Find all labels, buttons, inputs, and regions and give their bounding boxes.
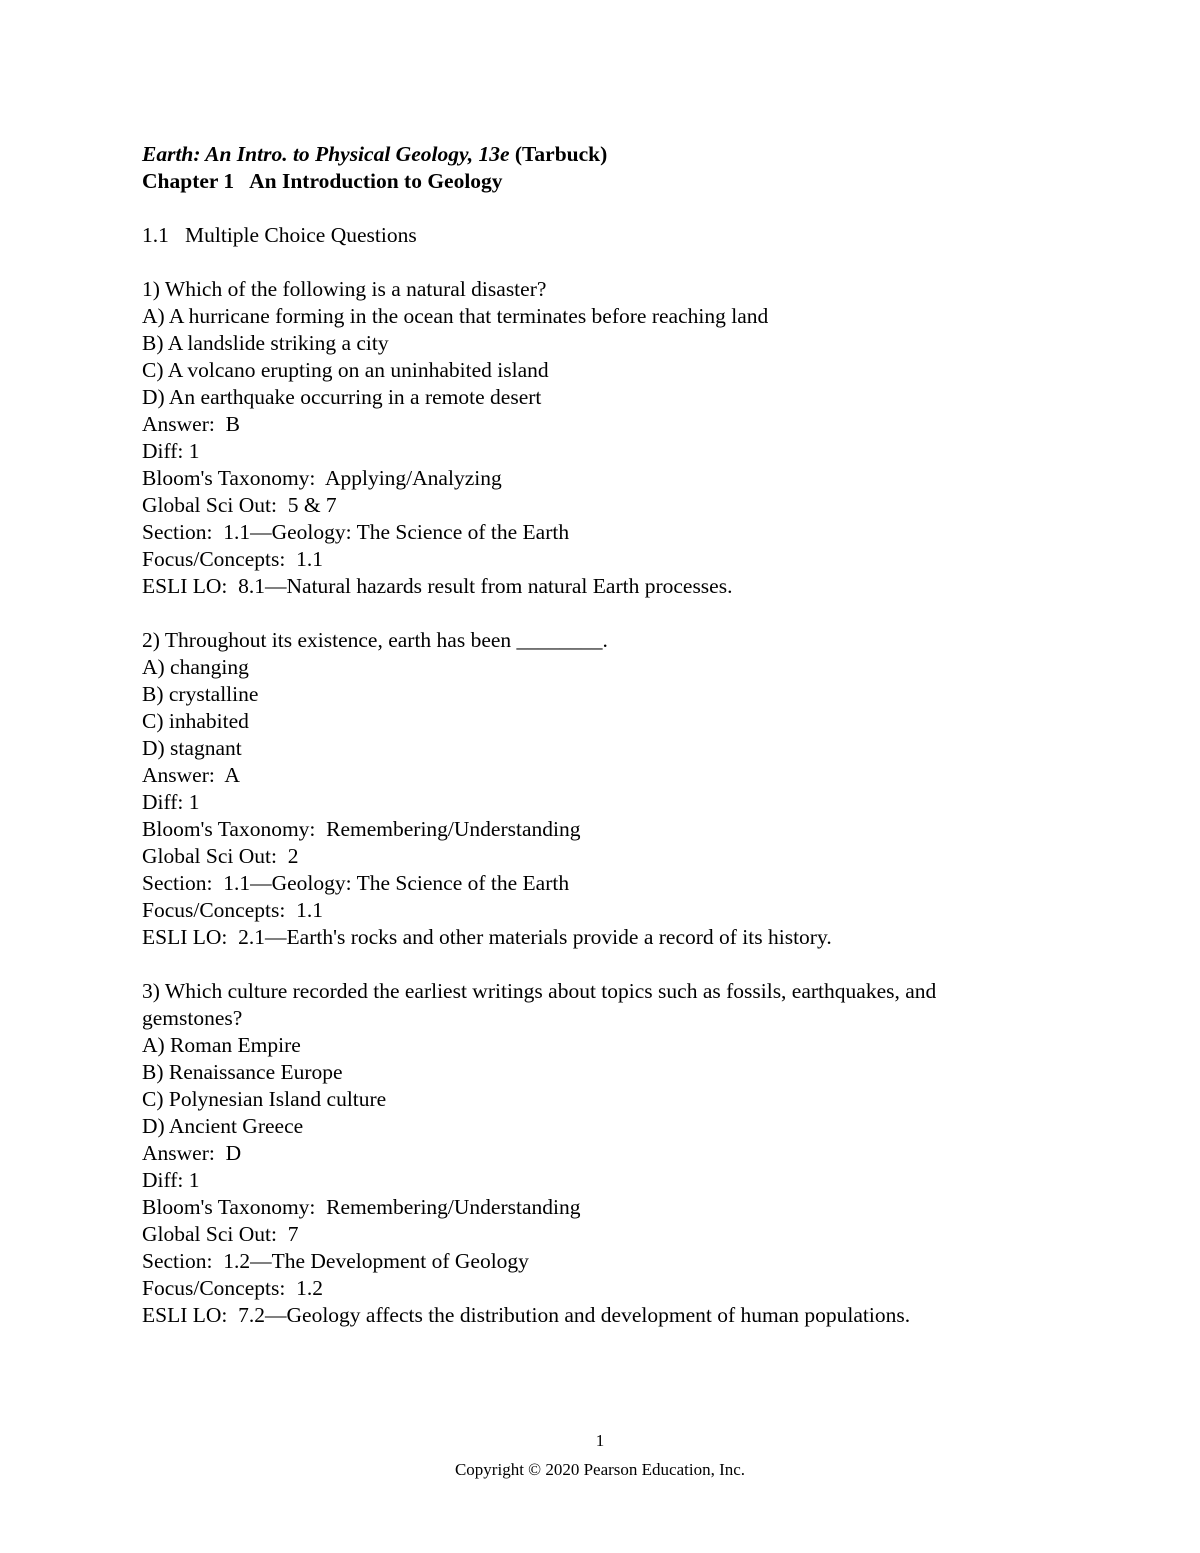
question-block (142, 276, 1062, 600)
difficulty: Diff: 1 (142, 1168, 200, 1192)
difficulty: Diff: 1 (142, 439, 200, 463)
book-title-author: (Tarbuck) (509, 142, 608, 166)
difficulty: Diff: 1 (142, 790, 200, 814)
focus-concepts: Focus/Concepts: 1.1 (142, 898, 323, 922)
chapter-title: Chapter 1 An Introduction to Geology (142, 169, 503, 193)
esli-lo: ESLI LO: 8.1—Natural hazards result from natural Earth processes. (142, 574, 733, 598)
section-reference: Section: 1.1—Geology: The Science of the Earth (142, 871, 570, 895)
section-heading: 1.1 Multiple Choice Questions (142, 223, 417, 247)
answer-option: D) stagnant (142, 736, 242, 760)
question-block (142, 978, 1062, 1329)
answer-option: C) inhabited (142, 709, 249, 733)
blooms-taxonomy: Bloom's Taxonomy: Remembering/Understanding (142, 817, 581, 841)
answer-option: B) Renaissance Europe (142, 1060, 343, 1084)
blooms-taxonomy: Bloom's Taxonomy: Remembering/Understanding (142, 1195, 581, 1219)
page-content (142, 141, 1062, 1329)
copyright-notice: Copyright © 2020 Pearson Education, Inc. (454, 1460, 746, 1479)
answer-option: D) An earthquake occurring in a remote desert (142, 385, 542, 409)
answer-key: Answer: D (142, 1141, 242, 1165)
spacer (142, 249, 1062, 276)
question-block (142, 627, 1062, 951)
answer-option: B) A landslide striking a city (142, 331, 389, 355)
global-sci-out: Global Sci Out: 7 (142, 1222, 299, 1246)
answer-option: D) Ancient Greece (142, 1114, 304, 1138)
esli-lo: ESLI LO: 2.1—Earth's rocks and other materials provide a record of its history. (142, 925, 832, 949)
spacer (142, 951, 1062, 978)
answer-option: C) Polynesian Island culture (142, 1087, 387, 1111)
section-reference: Section: 1.2—The Development of Geology (142, 1249, 529, 1273)
question-stem-continued: gemstones? (142, 1006, 243, 1030)
answer-option: C) A volcano erupting on an uninhabited island (142, 358, 549, 382)
question-stem: 3) Which culture recorded the earliest writings about topics such as fossils, earthquakes, and (142, 979, 937, 1003)
book-title-italic: Earth: An Intro. to Physical Geology, 13e (142, 142, 510, 166)
spacer (142, 600, 1062, 627)
global-sci-out: Global Sci Out: 2 (142, 844, 299, 868)
esli-lo: ESLI LO: 7.2—Geology affects the distribution and development of human populations. (142, 1303, 911, 1327)
section-reference: Section: 1.1—Geology: The Science of the Earth (142, 520, 570, 544)
focus-concepts: Focus/Concepts: 1.2 (142, 1276, 323, 1300)
answer-key: Answer: A (142, 763, 240, 787)
page-number: 1 (595, 1431, 605, 1450)
answer-option: A) changing (142, 655, 249, 679)
question-stem: 1) Which of the following is a natural disaster? (142, 277, 547, 301)
answer-key: Answer: B (142, 412, 240, 436)
global-sci-out: Global Sci Out: 5 & 7 (142, 493, 337, 517)
blooms-taxonomy: Bloom's Taxonomy: Applying/Analyzing (142, 466, 502, 490)
answer-option: B) crystalline (142, 682, 259, 706)
answer-option: A) A hurricane forming in the ocean that terminates before reaching land (142, 304, 769, 328)
focus-concepts: Focus/Concepts: 1.1 (142, 547, 323, 571)
question-stem: 2) Throughout its existence, earth has been ________. (142, 628, 608, 652)
spacer (142, 195, 1062, 222)
answer-option: A) Roman Empire (142, 1033, 301, 1057)
book-title (142, 141, 1062, 168)
